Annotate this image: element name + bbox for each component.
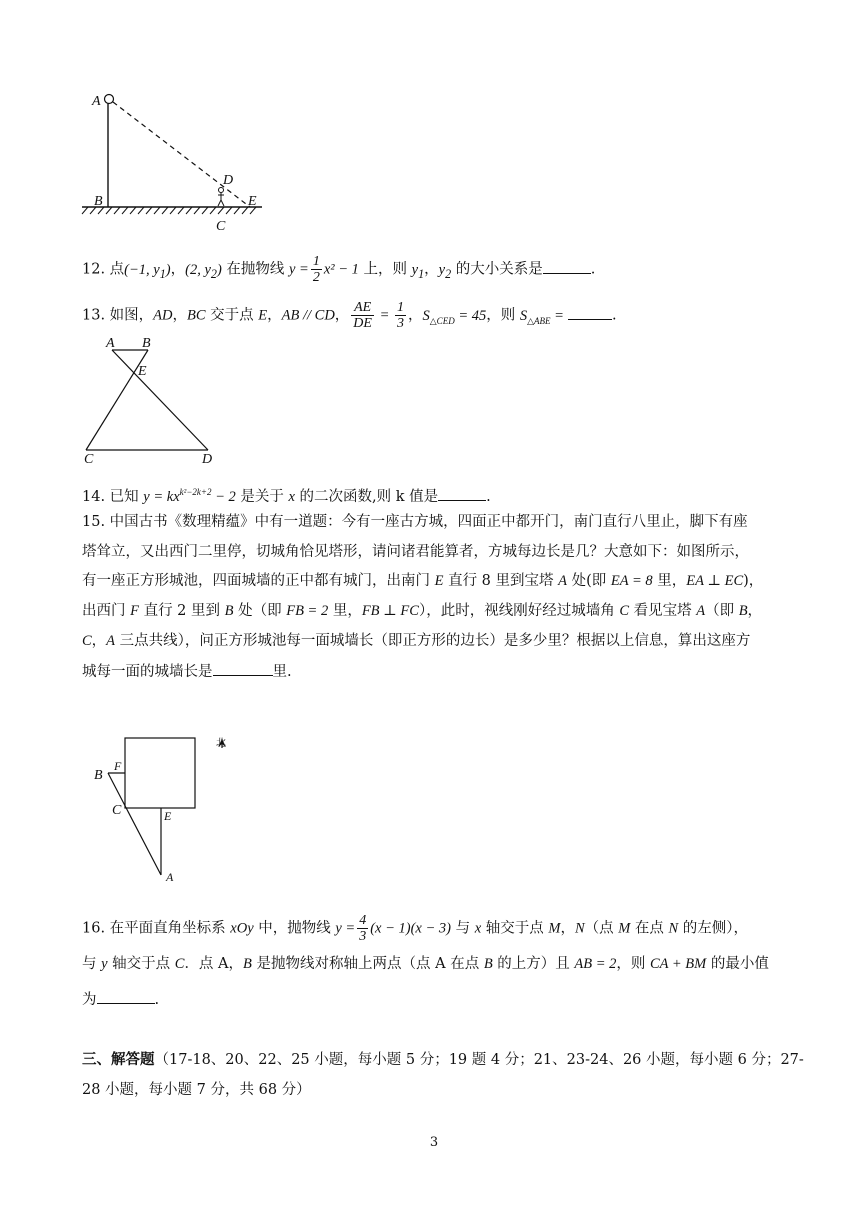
- point-e: E: [258, 307, 268, 324]
- label-D: D: [202, 452, 213, 465]
- point-c: C: [174, 956, 185, 972]
- text: 出西门: [82, 603, 131, 619]
- text: .: [590, 261, 596, 278]
- section-title: 三、解答题: [82, 1051, 155, 1068]
- text: ，: [91, 633, 107, 649]
- question-15-line-1: 15. 中国古书《数理精蕴》中有一道题：今有一座古方城，四面正中都开门，南门直行八里止，脚下有座: [82, 514, 748, 530]
- text: .: [486, 488, 491, 505]
- segment-bc: BC: [187, 307, 206, 324]
- question-16-line-2: [82, 954, 808, 974]
- point-b: B: [483, 956, 493, 972]
- y2: [438, 261, 452, 281]
- coord-system: xOy: [230, 920, 254, 937]
- fraction-numerator: 1: [397, 300, 405, 315]
- answer-blank[interactable]: [213, 661, 273, 676]
- text: 交于点: [205, 307, 259, 324]
- y1-sub: 1: [418, 266, 425, 281]
- area-sub: △CED: [429, 315, 455, 326]
- point-a: A: [106, 633, 116, 649]
- point-n: N: [668, 920, 679, 937]
- text: （即: [705, 603, 739, 619]
- point-m: M: [548, 920, 561, 937]
- point-c: C: [82, 633, 92, 649]
- fraction-numerator: 4: [359, 913, 367, 928]
- answer-blank[interactable]: [543, 259, 591, 274]
- math-sum: CA + BM: [650, 956, 707, 972]
- equation-main: y = kx: [143, 488, 180, 505]
- math-perp: EA ⊥ EC: [686, 573, 744, 589]
- question-15-line-5: [82, 631, 808, 651]
- text: 点: [105, 261, 125, 278]
- math-ab: AB = 2: [574, 956, 617, 972]
- text: ，则: [486, 307, 520, 324]
- point-1-end: ): [165, 261, 171, 278]
- variable-x: x: [474, 920, 482, 937]
- parallel-statement: AB // CD: [281, 307, 335, 324]
- equation-rhs: x² − 1: [323, 261, 359, 278]
- text: ，: [267, 307, 282, 324]
- fraction: [357, 913, 368, 944]
- text: 已知: [105, 488, 144, 505]
- point-c: C: [619, 603, 629, 619]
- text: 处（即: [233, 603, 287, 619]
- text: ，则: [616, 956, 650, 972]
- text: 在抛物线: [221, 261, 289, 278]
- math-fb: FB = 2: [286, 603, 329, 619]
- y2-main: y: [438, 261, 446, 278]
- variable-y: y: [101, 956, 108, 972]
- point-a: A: [696, 603, 706, 619]
- area-symbol: S: [519, 307, 528, 324]
- text: 的最小值: [706, 956, 769, 972]
- question-16-line-1: [82, 913, 808, 944]
- text: 直行 8 里到宝塔: [443, 573, 559, 589]
- question-15-line-6: [82, 661, 808, 682]
- fraction-numerator: 1: [312, 254, 320, 269]
- text: 的大小关系是: [451, 261, 543, 278]
- text: 轴交于点: [481, 920, 549, 937]
- point-1-sub: 1: [159, 266, 166, 281]
- page-number: 3: [429, 1135, 439, 1150]
- variable-x: x: [288, 488, 295, 505]
- question-15-line-4: [82, 601, 808, 621]
- label-A: A: [166, 870, 174, 884]
- text: ，: [408, 307, 423, 324]
- question-12: [82, 254, 808, 285]
- label-A: A: [92, 94, 101, 109]
- point-2-main: (2, y: [185, 261, 211, 278]
- point-2: [185, 261, 222, 281]
- fraction-denominator: 3: [397, 316, 405, 331]
- answer-blank[interactable]: [568, 305, 612, 320]
- text: .: [154, 992, 160, 1008]
- text: 的上方）且: [492, 956, 575, 972]
- label-E: E: [138, 364, 147, 379]
- label-E: E: [248, 194, 257, 209]
- label-B: B: [142, 336, 151, 351]
- text: 16. 在平面直角坐标系: [82, 920, 231, 937]
- question-16-line-3: [82, 989, 808, 1010]
- y1-main: y: [411, 261, 419, 278]
- fraction: [311, 254, 322, 285]
- label-B: B: [94, 194, 103, 209]
- area-symbol: S: [422, 307, 430, 324]
- label-C: C: [216, 219, 226, 234]
- text: ），此时，视线刚好经过城墙角: [418, 603, 620, 619]
- fraction-one-third: [395, 300, 406, 331]
- equation-tail: − 2: [211, 488, 236, 505]
- figure-q11: [78, 85, 278, 235]
- question-number: 13.: [82, 307, 106, 324]
- text: 与: [82, 956, 102, 972]
- point-f: F: [130, 603, 139, 619]
- figure-q15: [88, 730, 258, 890]
- text: ，: [172, 307, 188, 324]
- area-value: = 45: [454, 307, 487, 324]
- text: 中，抛物线: [253, 920, 336, 937]
- point-b: B: [243, 956, 252, 972]
- text: （点: [584, 920, 619, 937]
- math-ea: EA = 8: [610, 573, 653, 589]
- point-n: N: [574, 920, 585, 937]
- point-e: E: [434, 573, 444, 589]
- text: ，: [560, 920, 575, 937]
- point-1-main: (−1, y: [124, 261, 160, 278]
- y2-sub: 2: [445, 266, 452, 281]
- text: )，: [743, 573, 764, 589]
- text: 的左侧），: [678, 920, 749, 937]
- question-13: [82, 300, 808, 331]
- label-D: D: [223, 173, 234, 188]
- text: 里，: [652, 573, 687, 589]
- equals: =: [375, 307, 394, 324]
- person-icon: [218, 188, 224, 207]
- exponent: k²−2k+2: [179, 487, 212, 497]
- answer-blank[interactable]: [438, 486, 486, 501]
- text: ．点 A，: [184, 956, 244, 972]
- north-label: 北: [216, 738, 226, 749]
- section-desc: （17-18、20、22、25 小题，每小题 5 分；19 题 4 分；21、23-24、26 小题，每小题 6 分；27-: [154, 1052, 804, 1068]
- text: 看见宝塔: [629, 603, 697, 619]
- text: 是关于: [235, 488, 289, 505]
- label-B: B: [94, 768, 103, 783]
- figure-q13: [80, 335, 220, 465]
- text: 的二次函数,则 k 值是: [294, 488, 439, 505]
- area-sub: △ABE: [527, 315, 551, 326]
- text: 上，则: [358, 261, 412, 278]
- text: .: [611, 307, 617, 324]
- point-a: A: [558, 573, 567, 589]
- point-2-sub: 2: [210, 266, 217, 281]
- text: ，: [747, 603, 763, 619]
- label-E: E: [164, 809, 172, 823]
- point-m: M: [618, 920, 631, 937]
- text: ，: [170, 261, 186, 278]
- text: 在点: [630, 920, 669, 937]
- text: 为: [82, 992, 97, 1008]
- fraction-numerator: AE: [351, 300, 374, 316]
- question-number: 14.: [82, 488, 106, 505]
- equation-lhs: y =: [335, 920, 356, 937]
- question-number: 12.: [82, 261, 106, 278]
- question-15-line-2: 塔耸立，又出西门二里停，切城角恰见塔形，请问诸君能算者，方城每边长是几？大意如下：如图所示，: [82, 544, 749, 560]
- fraction-denominator: 3: [359, 929, 367, 944]
- area-ced: [423, 308, 487, 324]
- label-C: C: [84, 452, 94, 465]
- label-F: F: [114, 759, 122, 773]
- text: 三点共线），问正方形城池每一面城墙长（即正方形的边长）是多少里？根据以上信息，算出这座方: [115, 633, 751, 649]
- question-15-line-3: [82, 571, 808, 591]
- equation-lhs: y =: [289, 261, 309, 278]
- segment-ad: AD: [153, 307, 173, 324]
- point-2-end: ): [216, 261, 222, 278]
- text: 城每一面的城墙长是: [82, 664, 213, 680]
- equation-rhs: (x − 1)(x − 3): [370, 920, 451, 937]
- text: 与: [450, 920, 475, 937]
- point-1: [124, 261, 171, 281]
- text: 里.: [272, 664, 292, 680]
- text: 直行 2 里到: [138, 603, 225, 619]
- question-14: [82, 482, 808, 507]
- math-perp: FB ⊥ FC: [361, 603, 419, 619]
- fraction-denominator: DE: [353, 316, 372, 331]
- area-equals: =: [550, 307, 564, 324]
- fraction-ae-de: [351, 300, 374, 331]
- text: ，: [424, 261, 439, 278]
- point-b: B: [738, 603, 748, 619]
- answer-blank[interactable]: [97, 989, 155, 1004]
- text: 里，: [328, 603, 362, 619]
- text: 轴交于点: [107, 956, 175, 972]
- label-C: C: [112, 803, 122, 818]
- fraction-denominator: 2: [312, 270, 320, 285]
- text: ，: [334, 307, 350, 324]
- text: 有一座正方形城池，四面城墙的正中都有城门，出南门: [82, 573, 435, 589]
- y1: [411, 261, 425, 281]
- text: 处(即: [567, 573, 611, 589]
- section-3-line-1: [82, 1050, 808, 1070]
- point-b: B: [224, 603, 234, 619]
- text: 如图，: [105, 307, 154, 324]
- label-A: A: [106, 336, 115, 351]
- text: 是抛物线对称轴上两点（点 A 在点: [251, 956, 484, 972]
- section-3-line-2: 28 小题，每小题 7 分，共 68 分）: [82, 1082, 311, 1098]
- area-abe: [520, 308, 564, 324]
